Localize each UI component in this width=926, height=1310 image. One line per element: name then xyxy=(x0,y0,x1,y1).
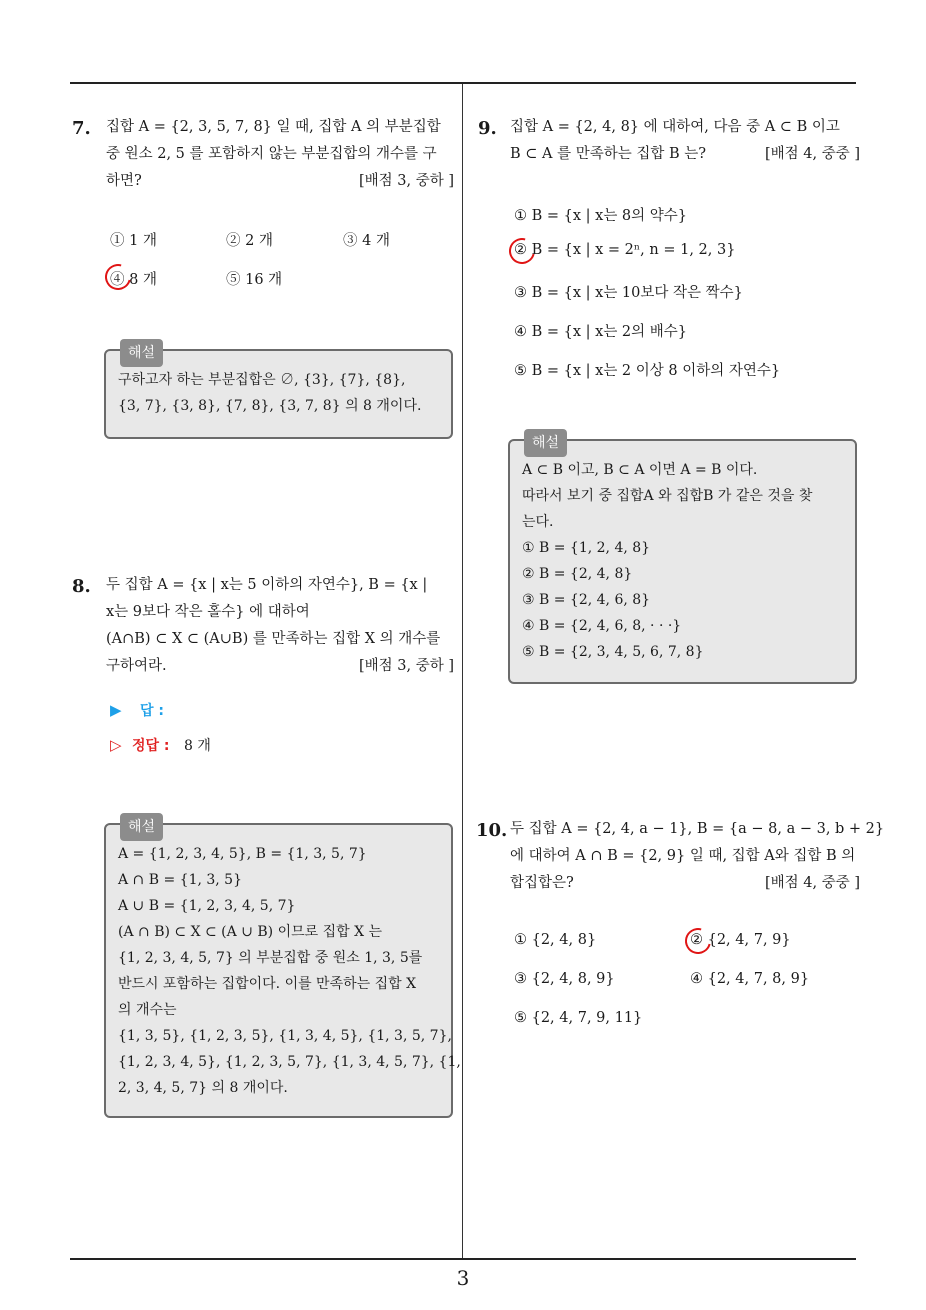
question-7-meta: [배점 3, 중하 ] xyxy=(358,173,454,189)
hollow-arrow-icon: ▷ xyxy=(110,736,122,754)
selected-answer-circle-icon xyxy=(680,923,716,959)
question-9-choice-1[interactable]: ① B = {x | x는 8의 약수} xyxy=(514,208,688,224)
correct-answer-value: 8 개 xyxy=(183,738,211,754)
question-9-tail: B ⊂ A 를 만족하는 집합 B 는? xyxy=(510,146,707,162)
question-7-solution-tag: 해설 xyxy=(120,339,163,367)
solution-line: {1, 2, 3, 4, 5, 7} 의 부분집합 중 원소 1, 3, 5를 xyxy=(118,950,423,966)
answer-input-row[interactable] xyxy=(110,700,164,720)
solution-line: (A ∩ B) ⊂ X ⊂ (A ∪ B) 이므로 집합 X 는 xyxy=(118,924,383,940)
solution-line: ① B = {1, 2, 4, 8} xyxy=(522,540,651,556)
question-10-choice-3[interactable]: ③ {2, 4, 8, 9} xyxy=(514,971,615,987)
question-7-choice-1[interactable]: ① 1 개 xyxy=(110,233,157,249)
correct-answer-row xyxy=(110,735,211,755)
solution-line: A = {1, 2, 3, 4, 5}, B = {1, 3, 5, 7} xyxy=(118,846,367,862)
question-10-number: 10. xyxy=(476,820,508,841)
question-7-choice-5[interactable]: ⑤ 16 개 xyxy=(226,272,283,288)
question-7-number: 7. xyxy=(72,118,91,139)
column-divider xyxy=(462,84,463,1258)
question-8-number: 8. xyxy=(72,576,91,597)
question-9-choice-2[interactable]: ② B = {x | x = 2ⁿ, n = 1, 2, 3} xyxy=(514,242,736,258)
question-8-line: (A∩B) ⊂ X ⊂ (A∪B) 를 만족하는 집합 X 의 개수를 xyxy=(106,631,441,647)
question-8-line: 두 집합 A = {x | x는 5 이하의 자연수}, B = {x | xyxy=(106,577,428,593)
question-10-last-line xyxy=(510,870,860,897)
question-9-solution-box xyxy=(508,435,857,684)
solution-line: ⑤ B = {2, 3, 4, 5, 6, 7, 8} xyxy=(522,644,704,660)
question-9-choice-4[interactable]: ④ B = {x | x는 2의 배수} xyxy=(514,324,688,340)
solution-line: 반드시 포함하는 집합이다. 이를 만족하는 집합 X xyxy=(118,976,417,992)
answer-label: 답 : xyxy=(140,703,164,719)
question-9-choice-5[interactable]: ⑤ B = {x | x는 2 이상 8 이하의 자연수} xyxy=(514,363,781,379)
page-number: 3 xyxy=(456,1266,470,1290)
question-9-text xyxy=(510,114,860,168)
solution-line: 2, 3, 4, 5, 7} 의 8 개이다. xyxy=(118,1080,288,1096)
top-rule xyxy=(70,82,856,84)
question-9-choice-3[interactable]: ③ B = {x | x는 10보다 작은 짝수} xyxy=(514,285,743,301)
question-7-choice-4[interactable]: ④ 8 개 xyxy=(110,272,157,288)
solution-line: ③ B = {2, 4, 6, 8} xyxy=(522,592,651,608)
solution-line: A ∩ B = {1, 3, 5} xyxy=(118,872,242,888)
question-9-solution-tag: 해설 xyxy=(524,429,567,457)
question-10-choice-5[interactable]: ⑤ {2, 4, 7, 9, 11} xyxy=(514,1010,643,1026)
question-8-solution-box xyxy=(104,819,461,1118)
question-8-line: x는 9보다 작은 홀수} 에 대하여 xyxy=(106,604,310,620)
question-9-line: 집합 A = {2, 4, 8} 에 대하여, 다음 중 A ⊂ B 이고 xyxy=(510,119,840,135)
solution-line: 따라서 보기 중 집합A 와 집합B 가 같은 것을 찾 xyxy=(522,488,813,504)
question-7-text xyxy=(106,114,454,195)
correct-answer-label: 정답 : xyxy=(132,738,170,754)
question-8-last-line xyxy=(106,653,454,680)
question-7-choice-2[interactable]: ② 2 개 xyxy=(226,233,273,249)
question-9-last-line xyxy=(510,141,860,168)
bottom-rule xyxy=(70,1258,856,1260)
question-10-choice-4[interactable]: ④ {2, 4, 7, 8, 9} xyxy=(690,971,810,987)
solution-line: {1, 3, 5}, {1, 2, 3, 5}, {1, 3, 4, 5}, {1, 3, 5, 7}, xyxy=(118,1028,452,1044)
solution-line: A ∪ B = {1, 2, 3, 4, 5, 7} xyxy=(118,898,296,914)
selected-answer-circle-icon xyxy=(504,233,540,269)
question-9-meta: [배점 4, 중중 ] xyxy=(764,146,860,162)
question-8-solution-tag: 해설 xyxy=(120,813,163,841)
question-8-tail: 구하여라. xyxy=(106,658,167,674)
question-7-solution-box xyxy=(104,345,453,439)
solution-line: ② B = {2, 4, 8} xyxy=(522,566,633,582)
question-10-tail: 합집합은? xyxy=(510,875,574,891)
question-7-tail: 하면? xyxy=(106,173,142,189)
question-10-choice-1[interactable]: ① {2, 4, 8} xyxy=(514,932,597,948)
question-9-number: 9. xyxy=(478,118,497,139)
question-8-text xyxy=(106,572,454,680)
solution-line: 는다. xyxy=(522,514,554,530)
question-7-line: 집합 A = {2, 3, 5, 7, 8} 일 때, 집합 A 의 부분집합 xyxy=(106,119,441,135)
question-10-meta: [배점 4, 중중 ] xyxy=(764,875,860,891)
solution-line: 구하고자 하는 부분집합은 ∅, {3}, {7}, {8}, xyxy=(118,372,406,388)
selected-answer-circle-icon xyxy=(100,259,136,295)
solution-line: {1, 2, 3, 4, 5}, {1, 2, 3, 5, 7}, {1, 3, 4, 5, 7}, {1, xyxy=(118,1054,461,1070)
solution-line: A ⊂ B 이고, B ⊂ A 이면 A = B 이다. xyxy=(522,462,758,478)
question-8-meta: [배점 3, 중하 ] xyxy=(358,658,454,674)
question-10-line: 에 대하여 A ∩ B = {2, 9} 일 때, 집합 A와 집합 B 의 xyxy=(510,848,856,864)
solution-line: {3, 7}, {3, 8}, {7, 8}, {3, 7, 8} 의 8 개이다. xyxy=(118,398,422,414)
solution-line: 의 개수는 xyxy=(118,1002,177,1018)
solution-line: ④ B = {2, 4, 6, 8, · · ·} xyxy=(522,618,682,634)
question-7-choice-3[interactable]: ③ 4 개 xyxy=(343,233,390,249)
question-7-line: 중 원소 2, 5 를 포함하지 않는 부분집합의 개수를 구 xyxy=(106,146,437,162)
question-7-last-line xyxy=(106,168,454,195)
play-arrow-icon: ▶ xyxy=(110,701,122,719)
question-10-text xyxy=(510,816,885,897)
question-10-line: 두 집합 A = {2, 4, a − 1}, B = {a − 8, a − 3, b + 2} xyxy=(510,821,885,837)
question-10-choice-2[interactable]: ② {2, 4, 7, 9} xyxy=(690,932,791,948)
